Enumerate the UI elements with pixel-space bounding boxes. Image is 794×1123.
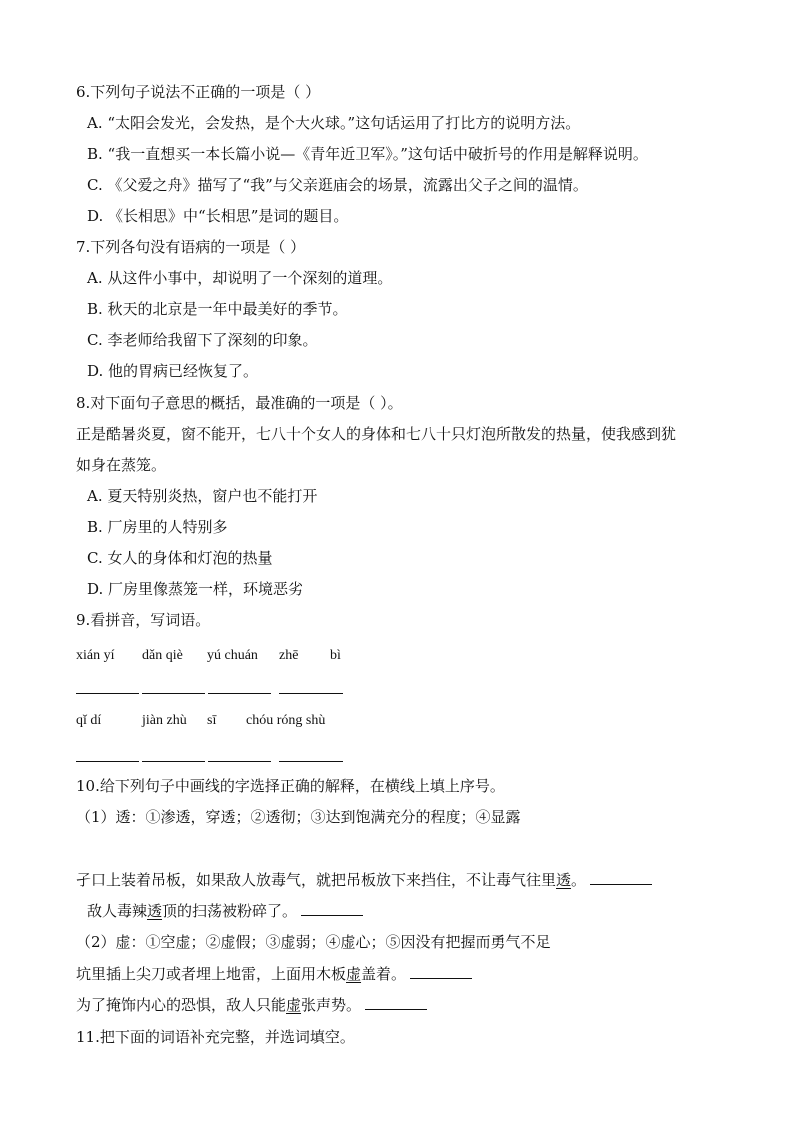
underlined-char: 虚 (286, 996, 302, 1014)
answer-blank[interactable] (279, 693, 343, 694)
question-6-option-b: B. “我一直想买一本长篇小说—《青年近卫军》。”这句话中破折号的作用是解释说明。 (87, 145, 648, 163)
answer-blank[interactable] (142, 761, 205, 762)
pinyin-5: bì (330, 648, 341, 663)
question-6-stem: 6.下列句子说法不正确的一项是（ ） (76, 83, 321, 101)
underlined-char: 透 (556, 871, 572, 889)
answer-blank[interactable] (76, 761, 139, 762)
answer-blank[interactable] (301, 901, 363, 916)
question-10-stem: 10.给下列句子中画线的字选择正确的解释，在横线上填上序号。 (76, 777, 505, 795)
question-6-option-a: A. “太阳会发光，会发热，是个大火球。”这句话运用了打比方的说明方法。 (87, 114, 581, 132)
question-8-option-d: D. 厂房里像蒸笼一样，环境恶劣 (87, 580, 304, 598)
question-10-sentence-4: 为了掩饰内心的恐惧，敌人只能虚张声势。 (76, 995, 427, 1015)
question-7-option-c: C. 李老师给我留下了深刻的印象。 (87, 331, 318, 349)
answer-blank[interactable] (208, 693, 271, 694)
question-7-stem: 7.下列各句没有语病的一项是（ ） (76, 238, 306, 256)
question-8-option-b: B. 厂房里的人特别多 (87, 518, 228, 536)
question-8-option-a: A. 夏天特别炎热，窗户也不能打开 (87, 487, 318, 505)
question-10-sentence-2: 敌人毒辣透顶的扫荡被粉碎了。 (87, 901, 363, 921)
question-10-sentence-3: 坑里插上尖刀或者埋上地雷，上面用木板虚盖着。 (76, 964, 472, 984)
answer-blank[interactable] (142, 693, 205, 694)
answer-blank[interactable] (76, 693, 139, 694)
question-10-part-1-heading: （1）透：①渗透，穿透；②透彻；③达到饱满充分的程度；④显露 (76, 808, 521, 826)
question-11-stem: 11.把下面的词语补充完整，并选词填空。 (76, 1028, 355, 1046)
question-8-stem: 8.对下面句子意思的概括，最准确的一项是（ ）。 (76, 394, 403, 412)
question-8-option-c: C. 女人的身体和灯泡的热量 (87, 549, 273, 567)
question-10-part-2-heading: （2）虚：①空虚；②虚假；③虚弱；④虚心；⑤因没有把握而勇气不足 (76, 933, 551, 951)
question-10-sentence-1: 孑口上装着吊板，如果敌人放毒气，就把吊板放下来挡住，不让毒气往里透。 (76, 870, 652, 890)
question-9-stem: 9.看拼音，写词语。 (76, 611, 211, 629)
answer-blank[interactable] (590, 870, 652, 885)
pinyin-9: chóu róng shù (246, 713, 326, 728)
question-8-passage-line-2: 如身在蒸笼。 (76, 456, 167, 474)
pinyin-7: jiàn zhù (142, 713, 187, 728)
question-8-passage-line-1: 正是酷暑炎夏，窗不能开，七八十个女人的身体和七八十只灯泡所散发的热量，使我感到犹 (76, 425, 677, 443)
question-7-option-b: B. 秋天的北京是一年中最美好的季节。 (87, 300, 348, 318)
question-6-option-d: D. 《长相思》中“长相思”是词的题目。 (87, 207, 349, 225)
underlined-char: 虚 (346, 965, 362, 983)
question-6-option-c: C. 《父爱之舟》描写了“我”与父亲逛庙会的场景，流露出父子之间的温情。 (87, 176, 588, 194)
pinyin-1: xián yí (76, 648, 115, 663)
answer-blank[interactable] (208, 761, 271, 762)
pinyin-3: yú chuán (207, 648, 258, 663)
pinyin-6: qǐ dí (76, 713, 102, 728)
answer-blank[interactable] (365, 995, 427, 1010)
underlined-char: 透 (147, 902, 163, 920)
question-7-option-a: A. 从这件小事中，却说明了一个深刻的道理。 (87, 269, 393, 287)
pinyin-8: sī (207, 713, 217, 728)
question-7-option-d: D. 他的胃病已经恢复了。 (87, 362, 259, 380)
answer-blank[interactable] (410, 964, 472, 979)
answer-blank[interactable] (279, 761, 343, 762)
pinyin-2: dǎn qiè (142, 648, 183, 663)
pinyin-4: zhē (279, 648, 299, 663)
